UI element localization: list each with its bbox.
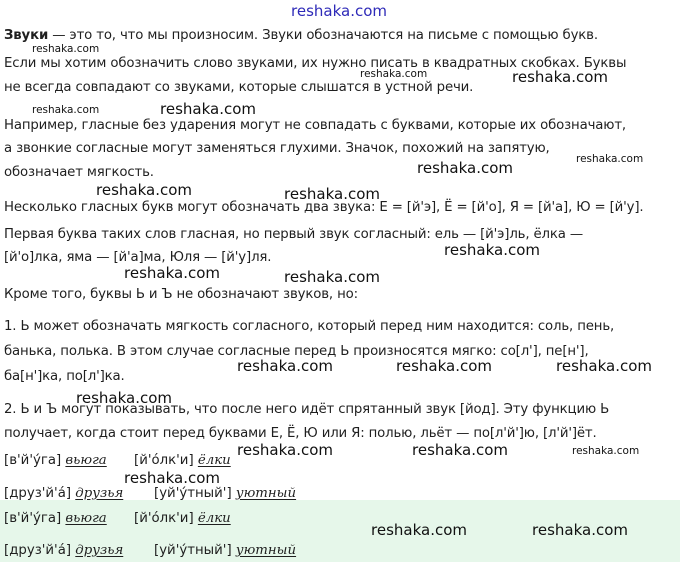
watermark: reshaka.com [556, 357, 652, 375]
watermark: reshaka.com [237, 441, 333, 459]
watermark: reshaka.com [284, 185, 380, 203]
watermark: reshaka.com [444, 241, 540, 259]
paragraph-6-line-1: 2. Ь и Ъ могут показывать, что после него идёт спрятанный звук [йод]. Эту функцию Ь [4, 402, 610, 417]
paragraph-3-line-1: Несколько гласных букв могут обозначать два звука: Е = [й'э], Ё = [й'о], Я = [й'а], Ю = [й'у]. [4, 200, 644, 215]
example-row-1-b [134, 452, 231, 469]
example-row-2-b [154, 485, 296, 502]
watermark: reshaka.com [32, 43, 100, 55]
paragraph-1-line-1-text: — это то, что мы произносим. Звуки обозначаются на письме с помощью букв. [48, 28, 598, 43]
handwritten-word: вьюга [65, 453, 107, 468]
watermark: reshaka.com [237, 357, 333, 375]
example-row-4-b [154, 542, 296, 559]
transcription: [друз'й'á] [4, 486, 72, 501]
handwritten-word: вьюга [65, 511, 107, 526]
transcription: [уй'ýтный'] [154, 486, 232, 501]
watermark: reshaka.com [32, 104, 100, 116]
watermark: reshaka.com [417, 159, 513, 177]
paragraph-2-line-2: а звонкие согласные могут заменяться глухими. Значок, похожий на запятую, [4, 141, 550, 156]
watermark: reshaka.com [284, 268, 380, 286]
transcription: [й'óлк'и] [134, 453, 194, 468]
watermark: reshaka.com [412, 441, 508, 459]
handwritten-word: ёлки [197, 511, 231, 526]
paragraph-3-line-2: Первая буква таких слов гласная, но первый звук согласный: ель — [й'э]ль, ёлка — [4, 227, 583, 242]
handwritten-word: уютный [235, 543, 297, 558]
transcription: [й'óлк'и] [134, 511, 194, 526]
watermark: reshaka.com [124, 469, 220, 487]
watermark: reshaka.com [96, 181, 192, 199]
paragraph-5-line-3: ба[н']ка, по[л']ка. [4, 369, 125, 384]
example-row-3 [4, 510, 107, 527]
watermark: reshaka.com [371, 521, 467, 539]
example-row-4 [4, 542, 123, 559]
transcription: [в'й'ýга] [4, 453, 62, 468]
example-row-3-b [134, 510, 231, 527]
term-zvuki: Звуки [4, 28, 49, 43]
watermark: reshaka.com [76, 389, 172, 407]
transcription: [в'й'ýга] [4, 511, 62, 526]
handwritten-word: друзья [75, 486, 124, 501]
watermark: reshaka.com [532, 521, 628, 539]
watermark: reshaka.com [572, 445, 640, 457]
paragraph-1-line-3: не всегда совпадают со звуками, которые слышатся в устной речи. [4, 80, 474, 95]
paragraph-3-line-3: [й'о]лка, яма — [й'а]ма, Юля — [й'у]ля. [4, 250, 272, 265]
handwritten-word: ёлки [197, 453, 231, 468]
paragraph-5-line-1: 1. Ь может обозначать мягкость согласного, который перед ним находится: соль, пень, [4, 319, 615, 334]
handwritten-word: друзья [75, 543, 124, 558]
transcription: [уй'ýтный'] [154, 543, 232, 558]
site-header-watermark: reshaka.com [291, 2, 387, 20]
watermark: reshaka.com [576, 153, 644, 165]
paragraph-1-line-2: Если мы хотим обозначить слово звуками, их нужно писать в квадратных скобках. Буквы [4, 56, 627, 71]
watermark: reshaka.com [396, 357, 492, 375]
paragraph-2-line-3: обозначает мягкость. [4, 165, 154, 180]
paragraph-1-line-1 [4, 27, 598, 44]
paragraph-6-line-2: получает, когда стоит перед буквами Е, Ё, Ю или Я: полью, льёт — по[л'й']ю, [л'й']ёт. [4, 426, 597, 441]
paragraph-5-line-2: банька, полька. В этом случае согласные перед Ь произносятся мягко: со[л'], пе[н'], [4, 344, 589, 359]
watermark: reshaka.com [124, 264, 220, 282]
watermark: reshaka.com [160, 100, 256, 118]
example-row-2 [4, 485, 123, 502]
paragraph-2-line-1: Например, гласные без ударения могут не совпадать с буквами, которые их обозначают, [4, 118, 626, 133]
watermark: reshaka.com [512, 68, 608, 86]
example-row-1 [4, 452, 107, 469]
handwritten-word: уютный [235, 486, 297, 501]
watermark: reshaka.com [360, 68, 428, 80]
transcription: [друз'й'á] [4, 543, 72, 558]
paragraph-4-line-1: Кроме того, буквы Ь и Ъ не обозначают звуков, но: [4, 287, 358, 302]
